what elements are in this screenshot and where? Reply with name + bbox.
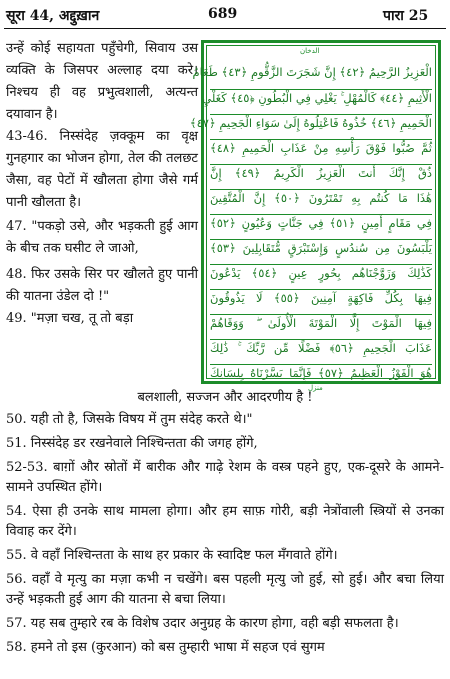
frame-top-label: الدخان — [300, 47, 320, 55]
arabic-line-separator — [210, 139, 432, 140]
arabic-line: هَٰذَا مَا كُنتُم بِهِ تَمْتَرُونَ ﴿٥٠﴾ إِنَّ الْمُتَّقِينَ — [210, 191, 432, 205]
arabic-line: ثُمَّ صُبُّوا فَوْقَ رَأْسِهِ مِنْ عَذَابِ الْحَمِيمِ ﴿٤٨﴾ — [210, 141, 432, 155]
paragraph: 48. फिर उसके सिर पर खौलते हुए पानी की यातना उंडेल दो !" — [6, 267, 198, 304]
paragraph: 43-46. निस्संदेह ज़क्कूम का वृक्ष गुनहगार का भोजन होगा, तेल की तलछट जैसा, वह पेटों में खौलता होगा जैसे गर्म पानी खौलता है। — [6, 129, 198, 210]
frame-bottom-label: منزل — [308, 384, 323, 392]
arabic-line-separator — [210, 314, 432, 315]
surah-title: सूरा 44, अद्दुख़ान — [6, 8, 100, 24]
left-text-column — [6, 38, 198, 330]
arabic-line: ذُقْ إِنَّكَ أَنتَ الْعَزِيزُ الْكَرِيمُ ﴿٤٩﴾ إِنَّ — [210, 166, 432, 180]
paragraph: 50. यही तो है, जिसके विषय में तुम संदेह करते थे।" — [6, 412, 253, 427]
arabic-text-frame — [189, 40, 441, 392]
arabic-line-separator — [210, 114, 432, 115]
full-width-text — [6, 388, 444, 658]
para-label: पारा 25 — [383, 8, 429, 24]
paragraph: 47. "पकड़ो उसे, और भड़कती हुई आग के बीच तक घसीट ले जाओ, — [6, 219, 198, 256]
arabic-line-separator — [210, 89, 432, 90]
arabic-line: فِيهَا الْمَوْتَ إِلَّا الْمَوْتَةَ الْأُولَىٰ ۖ وَوَقَاهُمْ — [210, 316, 432, 330]
paragraph: 58. हमने तो इस (कुरआन) को बस तुम्हारी भाषा में सहज एवं सुगम — [6, 640, 325, 655]
arabic-line-separator — [210, 364, 432, 365]
arabic-line: فِيهَا بِكُلِّ فَاكِهَةٍ آمِنِينَ ﴿٥٥﴾ لَا يَذُوقُونَ — [210, 291, 432, 305]
arabic-line: كَذَٰلِكَ وَزَوَّجْنَاهُم بِحُورٍ عِينٍ ﴿٥٤﴾ يَدْعُونَ — [210, 266, 433, 280]
paragraph: 56. वहाँ वे मृत्यु का मज़ा कभी न चखेंगे। बस पहली मृत्यु जो हुई, सो हुई। और बचा लिया उन्हें भड़कती हुई आग की यातना से बचा लिया। — [6, 572, 444, 607]
header-rule — [4, 28, 446, 29]
arabic-line: هُوَ الْفَوْزُ الْعَظِيمُ ﴿٥٧﴾ فَإِنَّمَا يَسَّرْنَاهُ بِلِسَانِكَ — [210, 366, 432, 380]
paragraph: 55. वे वहाँ निश्चिन्तता के साथ हर प्रकार के स्वादिष्ट फल मँगवाते होंगे। — [6, 548, 338, 563]
paragraph: उन्हें कोई सहायता पहुँचेगी, सिवाय उस व्यक्ति के जिसपर अल्लाह दया करे। निश्चय ही वह प्रभुत्वशाली, अत्यन्त दयावान है। — [6, 41, 198, 122]
paragraph: 49. "मज़ा चख, तू तो बड़ा — [6, 311, 134, 326]
arabic-line-separator — [210, 339, 432, 340]
arabic-line: فِي مَقَامٍ أَمِينٍ ﴿٥١﴾ فِي جَنَّاتٍ وَعُيُونٍ ﴿٥٢﴾ — [210, 216, 432, 230]
arabic-line: يَلْبَسُونَ مِن سُندُسٍ وَإِسْتَبْرَقٍ مُّتَقَابِلِينَ ﴿٥٣﴾ — [210, 241, 432, 255]
arabic-line-separator — [210, 264, 432, 265]
paragraph: 54. ऐसा ही उनके साथ मामला होगा। और हम साफ़ गोरी, बड़ी नेत्रोंवाली स्त्रियों से उनका विवाह कर देंगे। — [6, 504, 444, 539]
arabic-line-separator — [210, 239, 432, 240]
arabic-line: الْحَمِيمِ ﴿٤٦﴾ خُذُوهُ فَاعْتِلُوهُ إِلَىٰ سَوَاءِ الْجَحِيمِ ﴿٤٧﴾ — [189, 116, 432, 130]
arabic-line: الْأَثِيمِ ﴿٤٤﴾ كَالْمُهْلِ ۚ يَغْلِي فِي الْبُطُونِ ﴿٤٥﴾ كَغَلْيِ — [202, 91, 432, 105]
page-number: 689 — [208, 6, 238, 22]
arabic-line-separator — [210, 164, 432, 165]
paragraph: 57. यह सब तुम्हारे रब के विशेष उदार अनुग्रह के कारण होगा, वही बड़ी सफलता है। — [6, 616, 399, 631]
arabic-line: عَذَابَ الْجَحِيمِ ﴿٥٦﴾ فَضْلًا مِّن رَّبِّكَ ۚ ذَٰلِكَ — [210, 341, 433, 355]
paragraph: 52-53. बाग़ों और स्रोतों में बारीक और गाढ़े रेशम के वस्त्र पहने हुए, एक-दूसरे के आमने-सामने उपस्थित होंगे। — [6, 460, 444, 495]
arabic-line-separator — [210, 189, 432, 190]
arabic-line-separator — [210, 214, 432, 215]
page-header — [0, 0, 450, 30]
paragraph: बलशाली, सज्जन और आदरणीय है ! — [137, 390, 313, 405]
arabic-line-separator — [210, 289, 432, 290]
paragraph: 51. निस्संदेह डर रखनेवाले निश्चिन्तता की जगह होंगे, — [6, 436, 258, 451]
arabic-line: الْعَزِيزُ الرَّحِيمُ ﴿٤٢﴾ إِنَّ شَجَرَتَ الزَّقُّومِ ﴿٤٣﴾ طَعَامُ — [192, 65, 432, 79]
